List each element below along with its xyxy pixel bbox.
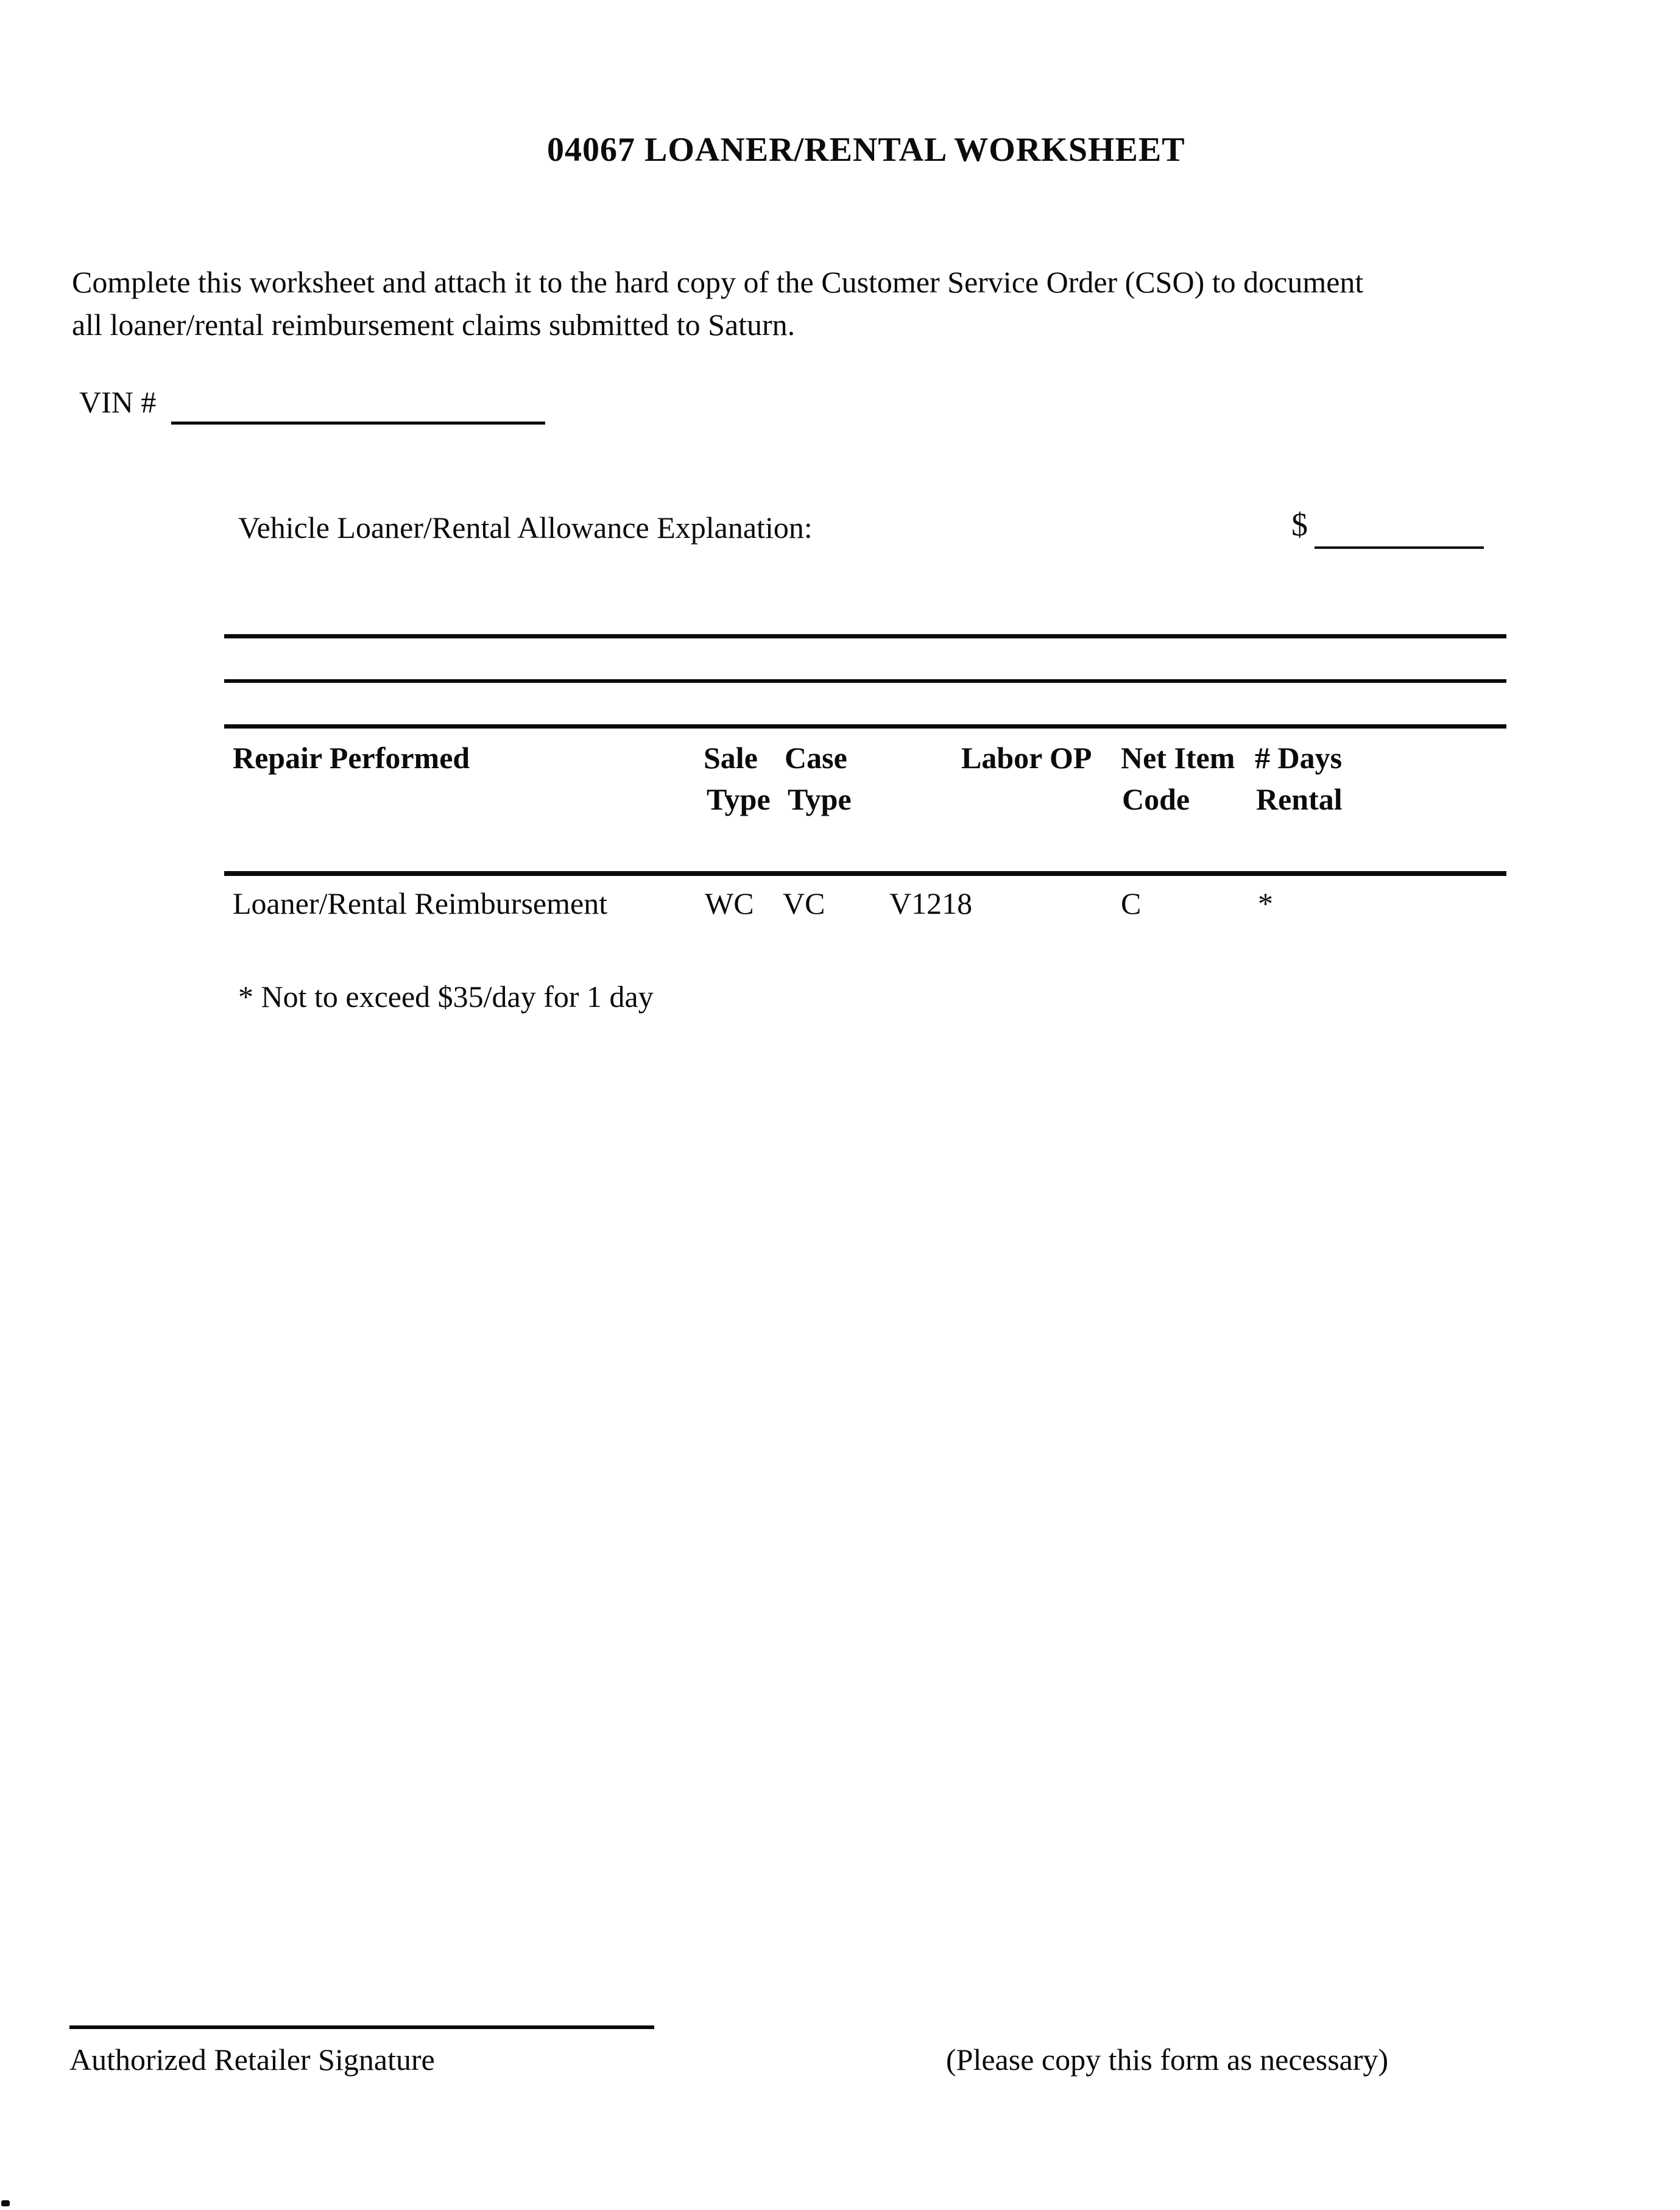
row-cell-labor-op: V1218: [889, 886, 973, 920]
intro-paragraph: [72, 261, 1363, 346]
dollar-sign: $: [1291, 506, 1308, 543]
row-cell-case-type: VC: [783, 886, 825, 920]
signature-line: [69, 2025, 654, 2029]
col-header-sale: Sale: [704, 741, 758, 775]
col-header-labor-op: Labor OP: [961, 741, 1092, 775]
col-header-days: # Days: [1255, 741, 1343, 775]
intro-line-1: Complete this worksheet and attach it to the hard copy of the Customer Service Order (CSO) to document: [72, 265, 1364, 299]
signature-label: Authorized Retailer Signature: [69, 2042, 435, 2077]
writing-line-2: [224, 679, 1506, 683]
copy-note: (Please copy this form as necessary): [946, 2042, 1389, 2077]
row-cell-repair: Loaner/Rental Reimbursement: [233, 886, 608, 920]
col-header-case-type: Type: [788, 782, 852, 816]
col-header-rental: Rental: [1256, 782, 1343, 816]
vin-fill-line: [171, 422, 545, 425]
col-header-case: Case: [785, 741, 847, 775]
writing-line-1: [224, 634, 1506, 638]
amount-fill-line: [1315, 546, 1484, 549]
header-bottom-rule: [224, 871, 1506, 876]
row-cell-sale-type: WC: [705, 886, 754, 920]
footnote: * Not to exceed $35/day for 1 day: [238, 980, 654, 1014]
page-title: 04067 LOANER/RENTAL WORKSHEET: [547, 131, 1185, 169]
row-cell-days-rental: *: [1258, 886, 1273, 920]
col-header-sale-type: Type: [707, 782, 771, 816]
row-cell-net-item-code: C: [1121, 886, 1142, 920]
scan-artifact: [1, 2200, 10, 2206]
table-top-rule: [224, 724, 1506, 729]
vin-label: VIN #: [79, 385, 157, 419]
allowance-explanation-label: Vehicle Loaner/Rental Allowance Explanation:: [238, 510, 813, 545]
col-header-repair-performed: Repair Performed: [233, 741, 470, 775]
col-header-net-item: Net Item: [1121, 741, 1235, 775]
col-header-code: Code: [1122, 782, 1190, 816]
intro-line-2: all loaner/rental reimbursement claims submitted to Saturn.: [72, 308, 796, 342]
